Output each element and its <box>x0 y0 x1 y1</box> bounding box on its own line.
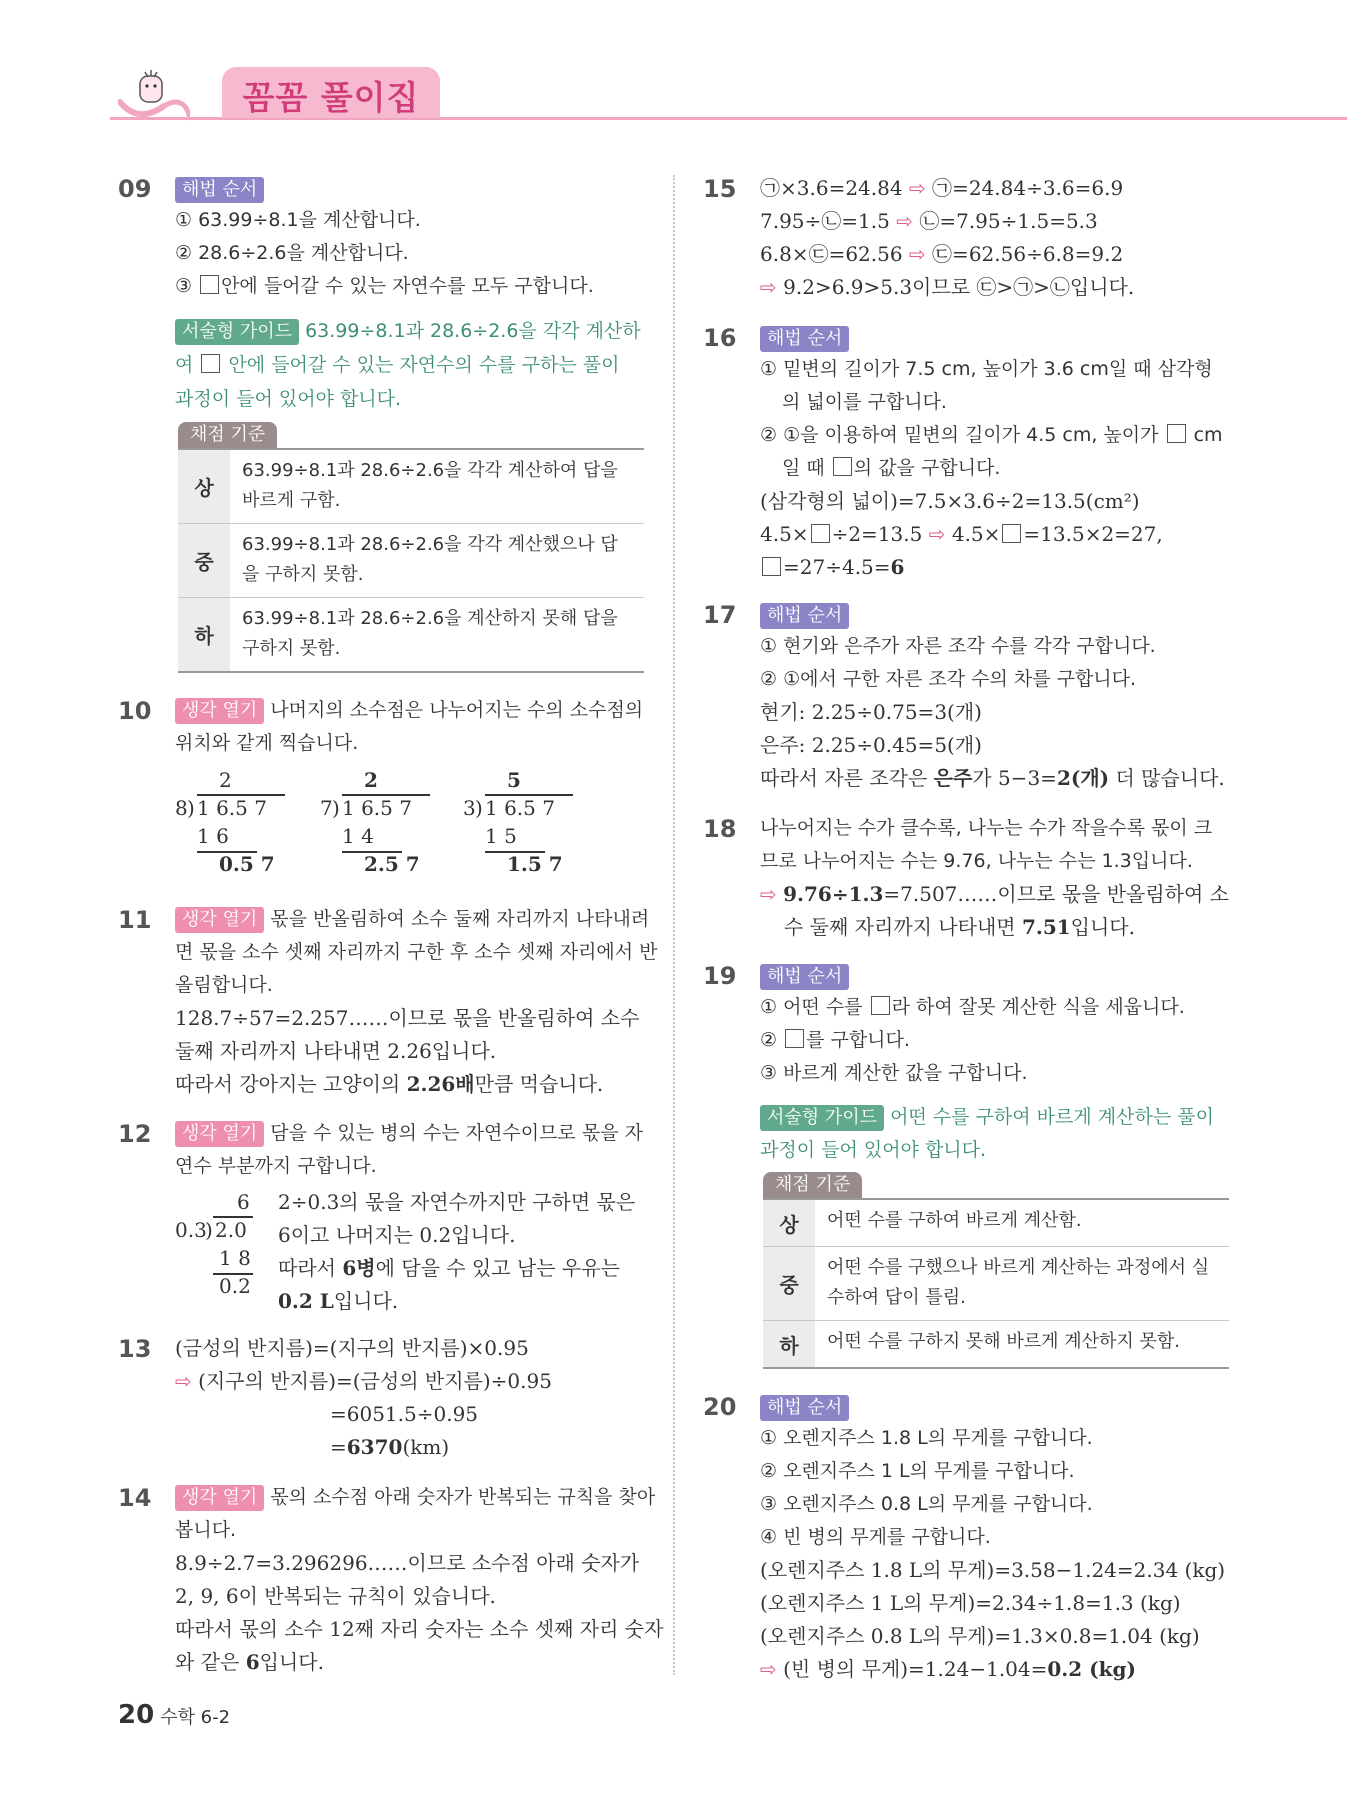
problem-number: 13 <box>118 1335 152 1363</box>
p15-text: ㉠×3.6=24.84 ⇨ ㉠=24.84÷3.6=6.9 <box>760 176 1124 200</box>
solution-steps-tag: 해법 순서 <box>760 326 849 352</box>
blank-box-icon <box>833 457 852 476</box>
p12-answer: 0.2 L입니다. <box>278 1289 399 1313</box>
p10-hint: 생각 열기 나머지의 소수점은 나누어지는 수의 소수점의 <box>175 694 643 727</box>
p15-answer: ⇨ 9.2>6.9>5.3이므로 ㉢>㉠>㉡입니다. <box>760 275 1135 299</box>
blank-box-icon <box>1167 424 1186 443</box>
guide-tag: 서술형 가이드 <box>175 319 299 345</box>
grade-row: 중 63.99÷8.1과 28.6÷2.6을 각각 계산했으나 답을 구하지 못함. <box>178 524 644 598</box>
solution-steps-tag: 해법 순서 <box>760 603 849 629</box>
solution-steps-tag: 해법 순서 <box>760 1395 849 1421</box>
long-division: 2 7 ) 1 6.5 7 1 4 2.5 7 <box>320 766 430 876</box>
p15-text: 7.95÷㉡=1.5 ⇨ ㉡=7.95÷1.5=5.3 <box>760 209 1098 233</box>
arrow-icon: ⇨ <box>896 209 913 233</box>
problem-number: 10 <box>118 697 152 725</box>
mascot-icon <box>118 66 190 122</box>
p19-guide: 과정이 들어 있어야 합니다. <box>760 1139 987 1161</box>
blank-box-icon <box>871 996 890 1015</box>
solution-steps-tag: 해법 순서 <box>760 964 849 990</box>
p14-text: 봅니다. <box>175 1519 237 1541</box>
p16-step: 일 때 의 값을 구합니다. <box>782 457 1001 479</box>
problem-number: 19 <box>703 962 737 990</box>
p18-answer: 수 둘째 자리까지 나타내면 7.51입니다. <box>784 915 1135 939</box>
p19-step: ② 를 구합니다. <box>760 1029 910 1051</box>
p14-answer: 와 같은 6입니다. <box>175 1650 324 1674</box>
p14-text: 2, 9, 6이 반복되는 규칙이 있습니다. <box>175 1584 496 1608</box>
p13-answer: =6370(km) <box>330 1435 450 1459</box>
p11-hint: 생각 열기 몫을 반올림하여 소수 둘째 자리까지 나타내려 <box>175 903 649 936</box>
p16-text: (삼각형의 넓이)=7.5×3.6÷2=13.5(cm²) <box>760 489 1140 513</box>
p09-guide: 여 안에 들어갈 수 있는 자연수의 수를 구하는 풀이 <box>175 354 620 376</box>
p20-text: (오렌지주스 0.8 L의 무게)=1.3×0.8=1.04 (kg) <box>760 1624 1200 1648</box>
arrow-icon: ⇨ <box>760 275 777 299</box>
arrow-icon: ⇨ <box>760 882 777 906</box>
p09-guide: 과정이 들어 있어야 합니다. <box>175 388 402 410</box>
grading-tag: 채점 기준 <box>178 422 277 448</box>
header-title: 꼼꼼 풀이집 <box>242 78 420 117</box>
book-title: 수학 6-2 <box>160 1707 231 1728</box>
problem-number: 20 <box>703 1393 737 1421</box>
p20-step: ③ 오렌지주스 0.8 L의 무게를 구합니다. <box>760 1493 1093 1515</box>
arrow-icon: ⇨ <box>175 1369 192 1393</box>
p20-text: (오렌지주스 1.8 L의 무게)=3.58−1.24=2.34 (kg) <box>760 1558 1226 1582</box>
p13-text: =6051.5÷0.95 <box>330 1402 479 1426</box>
arrow-icon: ⇨ <box>760 1657 777 1681</box>
grade-row: 하 어떤 수를 구하지 못해 바르게 계산하지 못함. <box>763 1321 1229 1367</box>
p19-guide: 서술형 가이드 어떤 수를 구하여 바르게 계산하는 풀이 <box>760 1101 1214 1134</box>
p09-step: ① 63.99÷8.1을 계산합니다. <box>175 209 421 231</box>
arrow-icon: ⇨ <box>908 176 926 200</box>
long-division: 2 8 ) 1 6.5 7 1 6 0.5 7 <box>175 766 285 876</box>
blank-box-icon <box>785 1029 804 1048</box>
blank-box-icon <box>1002 524 1021 543</box>
p20-step: ④ 빈 병의 무게를 구합니다. <box>760 1526 991 1548</box>
grading-table <box>763 1198 1229 1369</box>
blank-box-icon <box>811 524 830 543</box>
long-division: 6 0.3 ) 2.0 1 8 0.2 <box>175 1188 255 1308</box>
p15-text: 6.8×㉢=62.56 ⇨ ㉢=62.56÷6.8=9.2 <box>760 242 1124 266</box>
problem-number: 16 <box>703 324 737 352</box>
p17-tag-line <box>760 598 855 631</box>
arrow-icon: ⇨ <box>928 522 946 546</box>
p12-text: 6이고 나머지는 0.2입니다. <box>278 1223 516 1247</box>
hint-tag: 생각 열기 <box>175 907 264 933</box>
p16-step: ① 밑변의 길이가 7.5 cm, 높이가 3.6 cm일 때 삼각형 <box>760 358 1213 380</box>
problem-number: 18 <box>703 815 737 843</box>
p13-text: (금성의 반지름)=(지구의 반지름)×0.95 <box>175 1336 529 1360</box>
p12-hint: 생각 열기 담을 수 있는 병의 수는 자연수이므로 몫을 자 <box>175 1117 643 1150</box>
p09-tag-line <box>175 172 270 205</box>
p17-step: ① 현기와 은주가 자른 조각 수를 각각 구합니다. <box>760 635 1156 657</box>
p09-step: ③ 안에 들어갈 수 있는 자연수를 모두 구합니다. <box>175 275 594 297</box>
p12-text: 연수 부분까지 구합니다. <box>175 1155 377 1177</box>
p14-text: 8.9÷2.7=3.296296……이므로 소수점 아래 숫자가 <box>175 1551 640 1575</box>
grade-row: 하 63.99÷8.1과 28.6÷2.6을 계산하지 못해 답을 구하지 못함. <box>178 598 644 671</box>
p19-step: ① 어떤 수를 라 하여 잘못 계산한 식을 세웁니다. <box>760 996 1185 1018</box>
p14-hint: 생각 열기 몫의 소수점 아래 숫자가 반복되는 규칙을 찾아 <box>175 1481 655 1514</box>
p17-step: ② ①에서 구한 자른 조각 수의 차를 구합니다. <box>760 668 1137 690</box>
p12-text: 따라서 6병에 담을 수 있고 남는 우유는 <box>278 1256 620 1280</box>
hint-tag: 생각 열기 <box>175 1121 264 1147</box>
footer <box>118 1700 230 1730</box>
problem-number: 17 <box>703 601 737 629</box>
p17-answer: 따라서 자른 조각은 은주가 5−3=2(개) 더 많습니다. <box>760 766 1225 790</box>
hint-tag: 생각 열기 <box>175 698 264 724</box>
long-division: 5 3 ) 1 6.5 7 1 5 1.5 7 <box>463 766 573 876</box>
blank-box-icon <box>200 275 219 294</box>
arrow-icon: ⇨ <box>908 242 926 266</box>
p16-text: 4.5× ÷2=13.5 ⇨ 4.5× =13.5×2=27, <box>760 522 1163 546</box>
blank-box-icon <box>201 354 220 373</box>
p10-hint: 위치와 같게 찍습니다. <box>175 732 359 754</box>
p13-text: ⇨ (지구의 반지름)=(금성의 반지름)÷0.95 <box>175 1369 552 1393</box>
problem-number: 14 <box>118 1484 152 1512</box>
p16-tag-line <box>760 321 855 354</box>
problem-number: 11 <box>118 906 152 934</box>
p16-step: ② ①을 이용하여 밑변의 길이가 4.5 cm, 높이가 cm <box>760 424 1223 446</box>
solution-steps-tag: 해법 순서 <box>175 177 264 203</box>
p16-answer: =27÷4.5=6 <box>760 551 904 584</box>
p16-step: 의 넓이를 구합니다. <box>782 391 947 413</box>
p18-text: 나누어지는 수가 클수록, 나누는 수가 작을수록 몫이 크 <box>760 817 1213 839</box>
p20-text: (오렌지주스 1 L의 무게)=2.34÷1.8=1.3 (kg) <box>760 1591 1181 1615</box>
grade-row: 중 어떤 수를 구했으나 바르게 계산하는 과정에서 실수하여 답이 틀림. <box>763 1247 1229 1321</box>
p20-step: ① 오렌지주스 1.8 L의 무게를 구합니다. <box>760 1427 1093 1449</box>
blank-box-icon <box>762 557 781 576</box>
page-number: 20 <box>118 1700 155 1730</box>
column-divider <box>673 175 675 1675</box>
p09-step: ② 28.6÷2.6을 계산합니다. <box>175 242 409 264</box>
p14-text: 따라서 몫의 소수 12째 자리 숫자는 소수 셋째 자리 숫자 <box>175 1617 664 1641</box>
problem-number: 12 <box>118 1120 152 1148</box>
hint-tag: 생각 열기 <box>175 1485 264 1511</box>
p17-text: 현기: 2.25÷0.75=3(개) <box>760 700 982 724</box>
p19-step: ③ 바르게 계산한 값을 구합니다. <box>760 1062 1028 1084</box>
problem-number: 15 <box>703 175 737 203</box>
p20-tag-line <box>760 1390 855 1423</box>
p11-answer: 따라서 강아지는 고양이의 2.26배만큼 먹습니다. <box>175 1072 604 1096</box>
p20-step: ② 오렌지주스 1 L의 무게를 구합니다. <box>760 1460 1075 1482</box>
problem-number: 09 <box>118 175 152 203</box>
grading-tag: 채점 기준 <box>763 1172 862 1198</box>
grade-row: 상 어떤 수를 구하여 바르게 계산함. <box>763 1200 1229 1247</box>
grade-row: 상 63.99÷8.1과 28.6÷2.6을 각각 계산하여 답을 바르게 구함. <box>178 450 644 524</box>
grading-table <box>178 448 644 673</box>
guide-tag: 서술형 가이드 <box>760 1105 884 1131</box>
p18-text: 므로 나누어지는 수는 9.76, 나누는 수는 1.3입니다. <box>760 850 1193 872</box>
p18-text: ⇨ 9.76÷1.3=7.507……이므로 몫을 반올림하여 소 <box>760 882 1229 906</box>
p11-text: 올림합니다. <box>175 974 273 996</box>
p19-tag-line <box>760 959 855 992</box>
p17-text: 은주: 2.25÷0.45=5(개) <box>760 733 982 757</box>
p11-text: 둘째 자리까지 나타내면 2.26입니다. <box>175 1039 497 1063</box>
p09-guide: 서술형 가이드 63.99÷8.1과 28.6÷2.6을 각각 계산하 <box>175 315 641 348</box>
p11-text: 128.7÷57=2.257……이므로 몫을 반올림하여 소수 <box>175 1006 640 1030</box>
p20-answer: ⇨ (빈 병의 무게)=1.24−1.04=0.2 (kg) <box>760 1657 1136 1681</box>
p12-text: 2÷0.3의 몫을 자연수까지만 구하면 몫은 <box>278 1190 636 1214</box>
p11-text: 면 몫을 소수 셋째 자리까지 구한 후 소수 셋째 자리에서 반 <box>175 941 658 963</box>
